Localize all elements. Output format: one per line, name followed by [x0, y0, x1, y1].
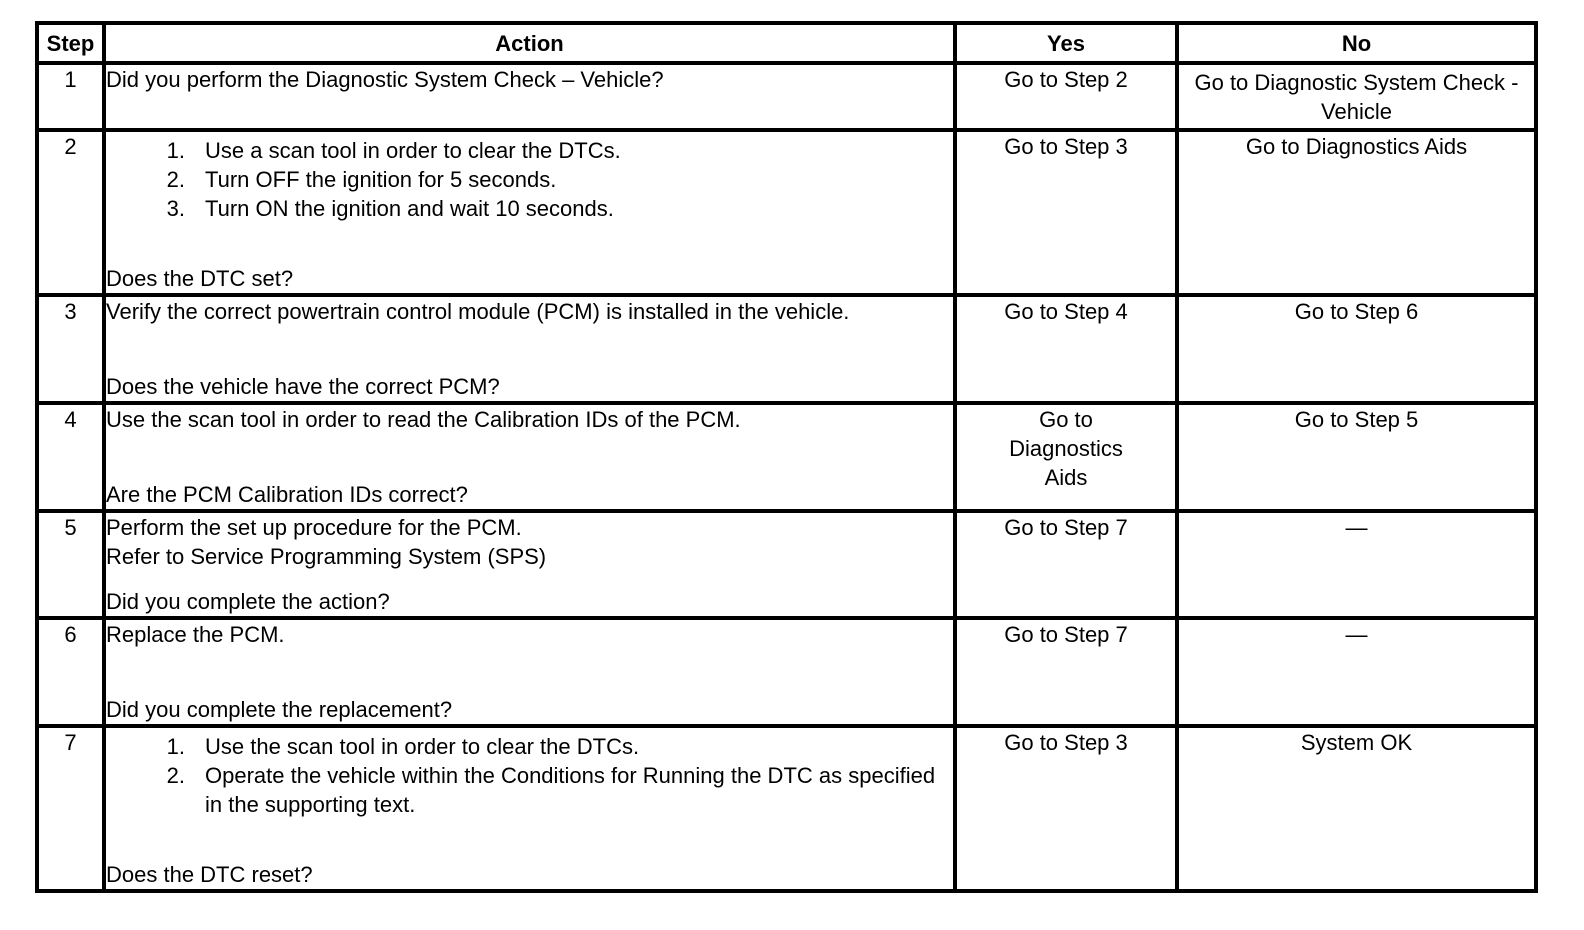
- step-number: 3: [37, 295, 104, 403]
- action-cell: [104, 130, 955, 295]
- yes-cell: Go to Diagnostics Aids: [955, 403, 1177, 511]
- action-text: Refer to Service Programming System (SPS): [106, 544, 547, 569]
- header-yes: Yes: [955, 23, 1177, 63]
- action-cell: [104, 403, 955, 511]
- list-item: 1. Use the scan tool in order to clear the DTCs.: [166, 734, 640, 759]
- step-number: 2: [37, 130, 104, 295]
- list-item: 2. Operate the vehicle within the Conditions for Running the DTC as specified in the supporting text.: [166, 763, 936, 817]
- table-row: [37, 618, 1536, 726]
- yes-cell: Go to Step 3: [955, 130, 1177, 295]
- action-question: Does the DTC set?: [106, 266, 294, 291]
- action-question: Did you complete the replacement?: [106, 697, 453, 722]
- table-row: [37, 63, 1536, 130]
- action-question: Did you complete the action?: [106, 589, 390, 614]
- header-action: Action: [104, 23, 955, 63]
- table-row: [37, 511, 1536, 618]
- diagnostic-table: [35, 21, 1538, 893]
- list-item: 2. Turn OFF the ignition for 5 seconds.: [166, 167, 557, 192]
- action-cell: [104, 63, 955, 130]
- action-cell: [104, 618, 955, 726]
- no-cell: —: [1177, 511, 1536, 618]
- step-number: 5: [37, 511, 104, 618]
- action-text: Replace the PCM.: [106, 622, 285, 647]
- step-number: 6: [37, 618, 104, 726]
- action-text: Perform the set up procedure for the PCM.: [106, 515, 522, 540]
- step-list: [106, 136, 953, 223]
- no-cell: Go to Step 6: [1177, 295, 1536, 403]
- yes-cell: Go to Step 2: [955, 63, 1177, 130]
- action-question: Does the DTC reset?: [106, 862, 313, 887]
- no-cell: —: [1177, 618, 1536, 726]
- action-question: Are the PCM Calibration IDs correct?: [106, 482, 468, 507]
- action-text: Did you perform the Diagnostic System Check – Vehicle?: [106, 67, 664, 92]
- header-row: [37, 23, 1536, 63]
- yes-cell: Go to Step 4: [955, 295, 1177, 403]
- action-question: Does the vehicle have the correct PCM?: [106, 374, 500, 399]
- header-step: Step: [37, 23, 104, 63]
- action-text: Verify the correct powertrain control module (PCM) is installed in the vehicle.: [106, 299, 850, 324]
- action-cell: [104, 726, 955, 891]
- table-row: [37, 130, 1536, 295]
- action-text: Use the scan tool in order to read the Calibration IDs of the PCM.: [106, 407, 741, 432]
- no-cell: System OK: [1177, 726, 1536, 891]
- step-number: 7: [37, 726, 104, 891]
- yes-cell: Go to Step 7: [955, 511, 1177, 618]
- step-list: [106, 732, 953, 819]
- table-row: [37, 403, 1536, 511]
- step-number: 1: [37, 63, 104, 130]
- list-item: 3. Turn ON the ignition and wait 10 seconds.: [166, 196, 614, 221]
- table-row: [37, 726, 1536, 891]
- action-cell: [104, 511, 955, 618]
- action-cell: [104, 295, 955, 403]
- header-no: No: [1177, 23, 1536, 63]
- yes-cell: Go to Step 3: [955, 726, 1177, 891]
- step-number: 4: [37, 403, 104, 511]
- no-cell: Go to Step 5: [1177, 403, 1536, 511]
- no-cell: Go to Diagnostic System Check - Vehicle: [1177, 63, 1536, 130]
- yes-cell: Go to Step 7: [955, 618, 1177, 726]
- no-cell: Go to Diagnostics Aids: [1177, 130, 1536, 295]
- table-row: [37, 295, 1536, 403]
- list-item: 1. Use a scan tool in order to clear the DTCs.: [166, 138, 621, 163]
